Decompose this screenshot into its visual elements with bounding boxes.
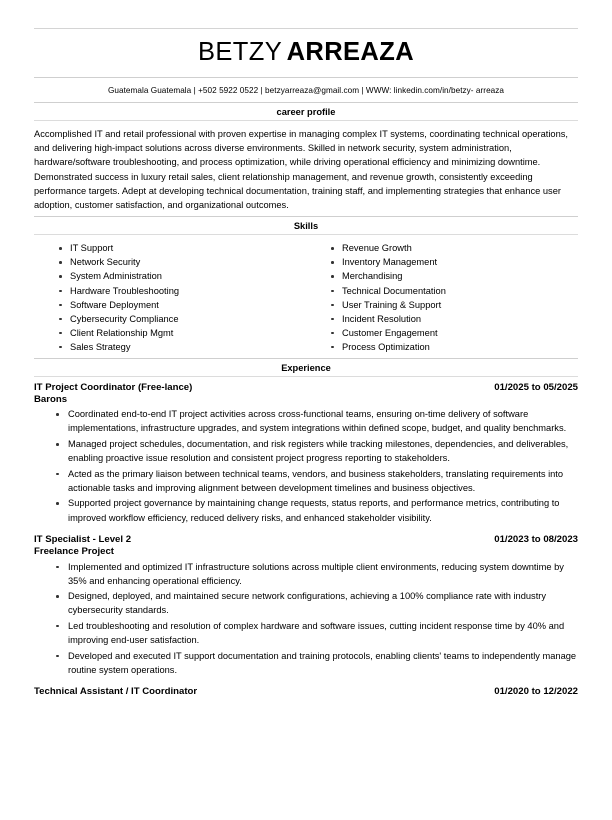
skills-container: [34, 235, 578, 358]
career-profile-text: Accomplished IT and retail professional with proven expertise in managing complex IT systems, coordinating technical operations, and delivering high-impact solutions across diverse environments. Skilled in network security, system administration, hardware/software troubleshooting, and process optimization, while driving operational efficiency and minimizing downtime. Demonstrated success in luxury retail sales, client relationship management, and revenue growth, consistently exceeding performance targets. Adept at developing technical documentation, training staff, and implementing strategies that enhance user adoption, customer satisfaction, and organizational outcomes.: [34, 129, 568, 211]
job-bullet: Acted as the primary liaison between technical teams, vendors, and business stakeholders, translating requirements into actionable tasks and improving alignment between development timelines and business objectives.: [68, 467, 578, 495]
job-bullet: Implemented and optimized IT infrastructure solutions across multiple client environments, reducing system downtime by 35% and enhancing operational efficiency.: [68, 560, 578, 588]
experience-entry-header: [34, 382, 578, 393]
section-heading-career-profile: career profile: [34, 102, 578, 121]
job-bullet: Led troubleshooting and resolution of complex hardware and software issues, cutting incident response time by 40% and improving end-user satisfaction.: [68, 619, 578, 647]
experience-spacer: [34, 526, 578, 534]
skill-item: IT Support: [70, 241, 306, 255]
skill-item: Cybersecurity Compliance: [70, 312, 306, 326]
skills-column-right: [306, 241, 578, 354]
candidate-first-name: BETZY: [197, 38, 283, 66]
job-title: Technical Assistant / IT Coordinator: [34, 686, 198, 698]
job-bullet: Managed project schedules, documentation, and risk registers while tracking milestones, dependencies, and deliverables, enabling proactive issue resolution and consistent project progress reporting to stakeholders.: [68, 437, 578, 465]
skill-item: Customer Engagement: [342, 326, 578, 340]
experience-entry-header: [34, 534, 578, 545]
skill-item: Incident Resolution: [342, 312, 578, 326]
job-bullet: Designed, deployed, and maintained secure network configurations, achieving a 100% compliance rate with industry cybersecurity standards.: [68, 589, 578, 617]
skills-list-right: [324, 241, 578, 354]
experience-entry: [34, 686, 578, 697]
experience-entry: [34, 534, 578, 677]
skill-item: Process Optimization: [342, 340, 578, 354]
experience-container: [34, 377, 578, 697]
job-bullet: Developed and executed IT support documentation and training protocols, enabling clients' teams to independently manage routine system operations.: [68, 649, 578, 677]
candidate-name: [34, 29, 578, 77]
section-heading-experience: Experience: [34, 358, 578, 377]
skill-item: Technical Documentation: [342, 284, 578, 298]
skill-item: User Training & Support: [342, 298, 578, 312]
skills-column-left: [34, 241, 306, 354]
experience-spacer: [34, 678, 578, 686]
job-dates: 01/2025 to 05/2025: [494, 381, 578, 393]
skill-item: Software Deployment: [70, 298, 306, 312]
job-dates: 01/2023 to 08/2023: [494, 534, 578, 546]
job-bullet: Supported project governance by maintaining change requests, status reports, and performance metrics, contributing to improved workflow efficiency, reduced delivery risks, and enhanced stakeholder visibility.: [68, 496, 578, 524]
skill-item: Network Security: [70, 255, 306, 269]
skill-item: Sales Strategy: [70, 340, 306, 354]
skill-item: Client Relationship Mgmt: [70, 326, 306, 340]
job-bullet: Coordinated end-to-end IT project activities across cross-functional teams, ensuring on-time delivery of software implementations, infrastructure upgrades, and system integrations within defined scope, budget, and quality benchmarks.: [68, 407, 578, 435]
contact-info: Guatemala Guatemala | +502 5922 0522 | betzyarreaza@gmail.com | WWW: linkedin.com/in/betzy- arreaza: [107, 86, 505, 95]
candidate-last-name: ARREAZA: [286, 38, 415, 66]
experience-entry-header: [34, 686, 578, 697]
job-responsibilities: [34, 560, 578, 677]
skill-item: Merchandising: [342, 269, 578, 283]
skill-item: Hardware Troubleshooting: [70, 284, 306, 298]
job-responsibilities: [34, 407, 578, 524]
skill-item: Inventory Management: [342, 255, 578, 269]
job-title: IT Specialist - Level 2: [34, 534, 132, 546]
resume-page: [0, 28, 612, 820]
skill-item: System Administration: [70, 269, 306, 283]
skills-list-left: [52, 241, 306, 354]
experience-entry: [34, 382, 578, 525]
job-company: Barons: [34, 393, 68, 405]
job-title: IT Project Coordinator (Free-lance): [34, 381, 193, 393]
job-company: Freelance Project: [34, 546, 114, 558]
skill-item: Revenue Growth: [342, 241, 578, 255]
job-dates: 01/2020 to 12/2022: [494, 686, 578, 698]
section-heading-skills: Skills: [34, 216, 578, 235]
